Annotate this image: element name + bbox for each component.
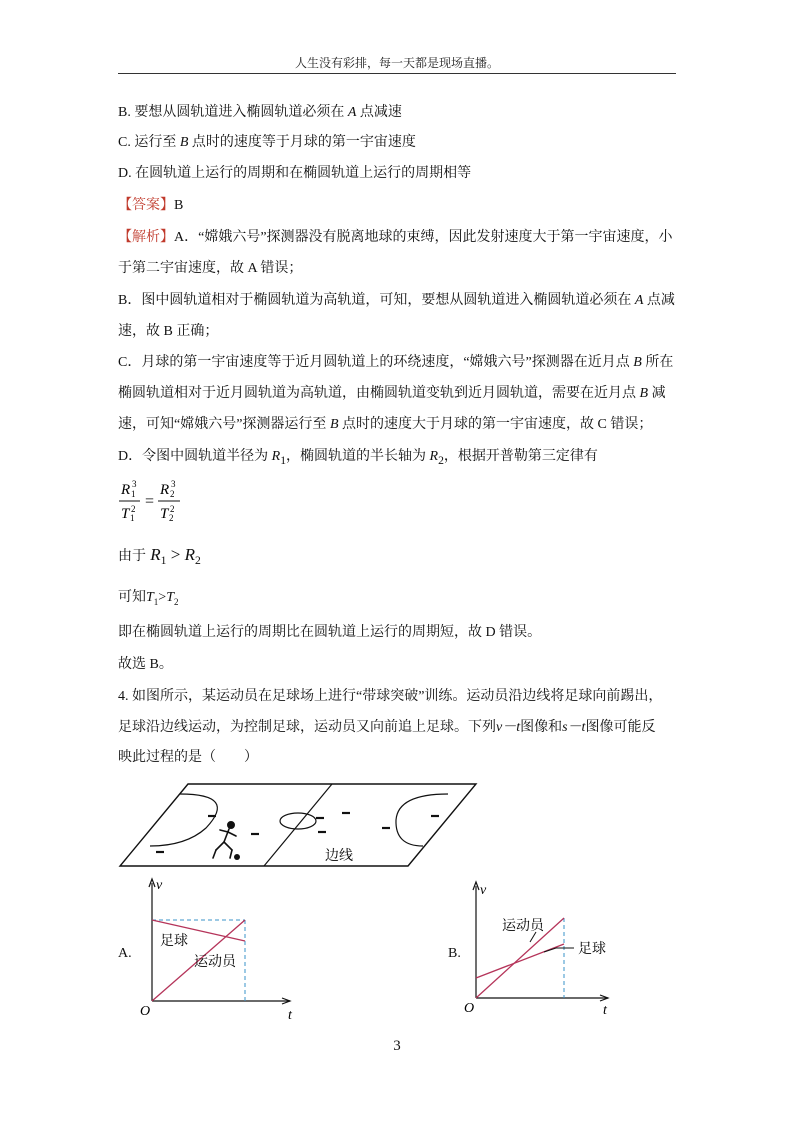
svg-text:2: 2 <box>170 504 175 514</box>
graph-b-ball-line <box>476 944 564 978</box>
svg-text:R: R <box>160 482 170 498</box>
svg-text:2: 2 <box>169 513 174 523</box>
analysis-d-line1: D．令图中圆轨道半径为 $R_1$，椭圆轨道的半长轴为 $R_2$，根据开普勒第三定律有 <box>118 449 598 467</box>
analysis-b-line1: B．图中圆轨道相对于椭圆轨道为高轨道，可知，要想从圆轨道进入椭圆轨道必须在 A 点减 <box>118 293 675 308</box>
football-field-figure <box>118 780 488 872</box>
svg-text:2: 2 <box>170 489 175 499</box>
svg-text:1: 1 <box>130 513 135 523</box>
graph-b <box>460 876 630 1022</box>
svg-text:v: v <box>156 878 163 893</box>
page-number: 3 <box>393 1038 401 1054</box>
svg-text:t: t <box>603 1003 607 1018</box>
athlete-icon <box>213 822 236 858</box>
analysis-tag: 【解析】 <box>118 230 174 245</box>
analysis-c-line3: 速，可知“嫦娥六号”探测器运行至 B 点时的速度大于月球的第一宇宙速度，故 C 错误； <box>118 417 653 432</box>
center-circle <box>280 813 316 829</box>
sideline-label: 边线 <box>325 849 353 864</box>
svg-text:3: 3 <box>171 479 176 489</box>
kepler-equation <box>118 478 198 526</box>
answer-value: B <box>174 198 184 213</box>
svg-text:T: T <box>121 506 130 522</box>
svg-text:1: 1 <box>131 489 136 499</box>
question4-line1: 4. 如图所示，某运动员在足球场上进行“带球突破”训练。运动员沿边线将足球向前踢出， <box>118 689 663 704</box>
answer-tag: 【答案】 <box>118 198 174 213</box>
analysis-know-line: 可知$T_1>T_2$ <box>118 590 179 607</box>
svg-text:O: O <box>464 1001 475 1016</box>
answer-line <box>118 196 183 216</box>
ball-icon <box>234 854 240 860</box>
svg-text:2: 2 <box>131 504 136 514</box>
header-rule <box>118 73 676 74</box>
question4-line2: 足球沿边线运动，为控制足球，运动员又向前追上足球。下列v－t图像和s－t图像可能反 <box>118 720 656 735</box>
analysis-a-line2: 于第二宇宙速度，故 A 错误； <box>118 261 303 276</box>
graph-a-athlete-label: 运动员 <box>194 955 236 970</box>
option-a-label: A. <box>118 946 132 961</box>
analysis-since-line: 由于 $R_1 > R_2$ <box>118 545 201 567</box>
right-penalty-arc <box>396 794 448 846</box>
svg-text:3: 3 <box>132 479 137 489</box>
option-d-prev: D. 在圆轨道上运行的周期和在椭圆轨道上运行的周期相等 <box>118 166 472 181</box>
svg-text:R: R <box>121 482 131 498</box>
analysis-a-line1: 【解析】A．“嫦娥六号”探测器没有脱离地球的束缚，因此发射速度大于第一宇宙速度，小 <box>118 230 673 245</box>
graph-b-athlete-label: 运动员 <box>502 919 544 934</box>
header-motto: 人生没有彩排，每一天都是现场直播。 <box>294 56 499 70</box>
analysis-c-line2: 椭圆轨道相对于近月圆轨道为高轨道，由椭圆轨道变轨到近月圆轨道，需要在近月点 B 减 <box>118 386 666 401</box>
graph-a-ball-label: 足球 <box>160 934 188 949</box>
left-penalty-arc <box>150 794 217 846</box>
question4-line3: 映此过程的是（ ） <box>118 750 258 765</box>
analysis-conclusion: 即在椭圆轨道上运行的周期比在圆轨道上运行的周期短，故 D 错误。 <box>118 625 542 640</box>
svg-text:t: t <box>288 1008 292 1021</box>
svg-text:v: v <box>480 883 487 898</box>
option-b-label: B. <box>448 946 461 961</box>
analysis-b-line2: 速，故 B 正确； <box>118 324 219 339</box>
option-c-prev: C. 运行至 B 点时的速度等于月球的第一宇宙速度 <box>118 135 416 150</box>
half-line <box>264 784 332 866</box>
graph-b-ball-label: 足球 <box>578 942 606 957</box>
svg-text:T: T <box>160 506 169 522</box>
graph-b-ball-leader <box>544 948 574 952</box>
analysis-c-line1: C．月球的第一宇宙速度等于近月圆轨道上的环绕速度，“嫦娥六号”探测器在近月点 B 所在 <box>118 355 674 370</box>
svg-text:O: O <box>140 1004 151 1019</box>
analysis-choose: 故选 B。 <box>118 657 173 672</box>
graph-a <box>130 873 300 1021</box>
svg-text:=: = <box>145 493 155 510</box>
option-b-prev: B. 要想从圆轨道进入椭圆轨道必须在 A 点减速 <box>118 105 402 120</box>
